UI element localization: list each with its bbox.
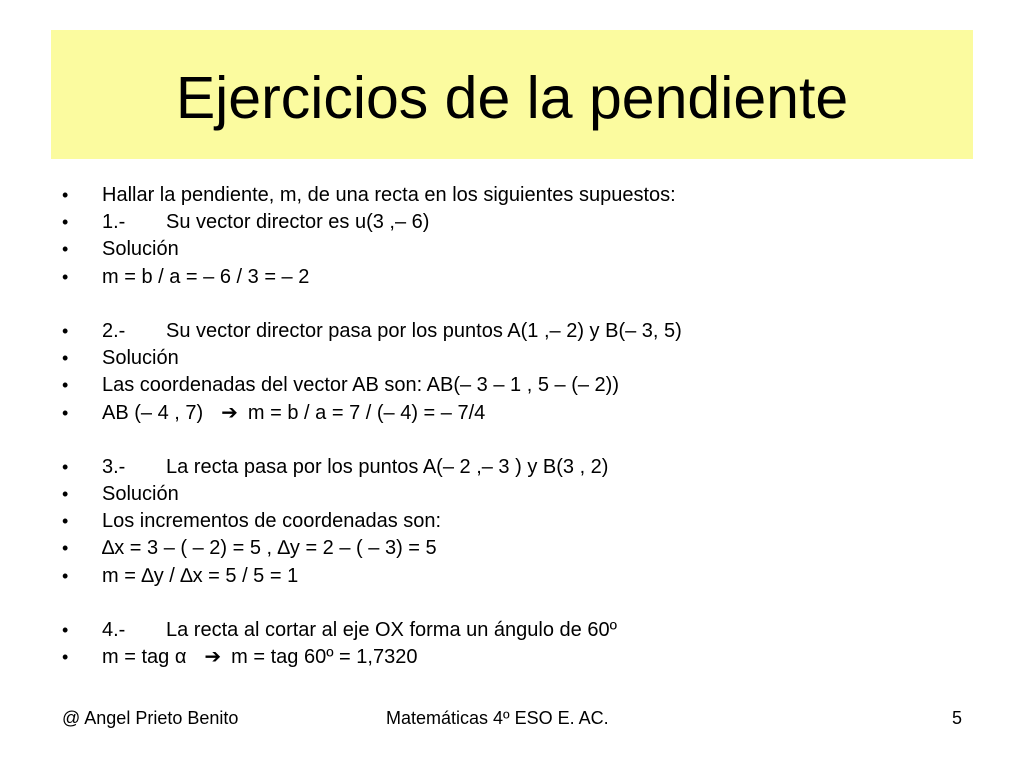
list-item-text: Hallar la pendiente, m, de una recta en los siguientes supuestos: (102, 184, 676, 206)
bullet-icon: • (62, 565, 69, 586)
footer-author: @ Angel Prieto Benito (62, 708, 239, 728)
list-item (62, 236, 962, 263)
list-item-text-result: m = b / a = 7 / (– 4) = – 7/4 (247, 401, 486, 424)
list-item-text: Su vector director pasa por los puntos A(1 ,– 2) y B(– 3, 5) (166, 319, 682, 342)
list-item-text: La recta pasa por los puntos A(– 2 ,– 3 ) y B(3 , 2) (166, 455, 609, 478)
list-item-text: ∆x = 3 – ( – 2) = 5 , ∆y = 2 – ( – 3) = 5 (102, 537, 437, 560)
list-item (62, 508, 962, 535)
list-item-text: Solución (102, 483, 179, 506)
bullet-icon: • (62, 239, 69, 260)
slide-title: Ejercicios de la pendiente (175, 64, 849, 131)
list-item-text: Las coordenadas del vector AB son: AB(– 3 – 1 , 5 – (– 2)) (102, 374, 619, 397)
list-item-text: Solución (102, 347, 179, 370)
list-item (62, 318, 962, 345)
list-item (62, 563, 962, 590)
exercise-number: 2.- (102, 319, 126, 342)
list-item (62, 454, 962, 481)
list-item (62, 372, 962, 399)
bullet-icon: • (62, 402, 69, 423)
list-spacer (62, 590, 962, 617)
bullet-icon: • (62, 511, 69, 532)
footer-course: Matemáticas 4º ESO E. AC. (386, 708, 609, 728)
exercise-number: 1.- (102, 211, 126, 234)
list-item-text: m = ∆y / ∆x = 5 / 5 = 1 (102, 564, 299, 587)
slide-number: 5 (952, 708, 963, 728)
list-item-text-result: m = tag 60º = 1,7320 (231, 646, 418, 669)
list-item (62, 535, 962, 562)
list-item-text: Su vector director es u(3 ,– 6) (166, 211, 430, 234)
arrow-right-icon: ➔ (204, 646, 222, 669)
bullet-icon: • (62, 647, 69, 668)
list-item-text: Solución (102, 238, 179, 261)
list-item-text: Los incrementos de coordenadas son: (102, 510, 442, 533)
list-spacer (62, 427, 962, 454)
bullet-icon: • (62, 484, 69, 505)
bullet-icon: • (62, 320, 69, 341)
list-item (62, 264, 962, 291)
bullet-icon: • (62, 620, 69, 640)
bullet-icon: • (62, 375, 69, 396)
exercise-number: 3.- (102, 455, 126, 478)
list-item (62, 345, 962, 372)
bullet-icon: • (62, 538, 69, 559)
list-item-text: m = b / a = – 6 / 3 = – 2 (102, 265, 310, 288)
list-item (62, 182, 962, 209)
bullet-icon: • (62, 348, 69, 369)
list-spacer (62, 291, 962, 318)
arrow-right-icon: ➔ (221, 401, 238, 424)
bullet-icon: • (62, 185, 69, 205)
title-banner (51, 30, 973, 159)
bullet-icon: • (62, 456, 69, 477)
list-item (62, 617, 962, 644)
list-item (62, 209, 962, 236)
exercise-number: 4.- (102, 619, 126, 641)
bullet-icon: • (62, 212, 69, 233)
list-item (62, 644, 962, 671)
list-item-text: m = tag α (102, 646, 187, 669)
list-item-text: La recta al cortar al eje OX forma un ángulo de 60º (166, 619, 617, 641)
bullet-list (62, 182, 962, 671)
bullet-icon: • (62, 266, 69, 287)
list-item-text: AB (– 4 , 7) (102, 401, 204, 424)
list-item (62, 400, 962, 427)
list-item (62, 481, 962, 508)
